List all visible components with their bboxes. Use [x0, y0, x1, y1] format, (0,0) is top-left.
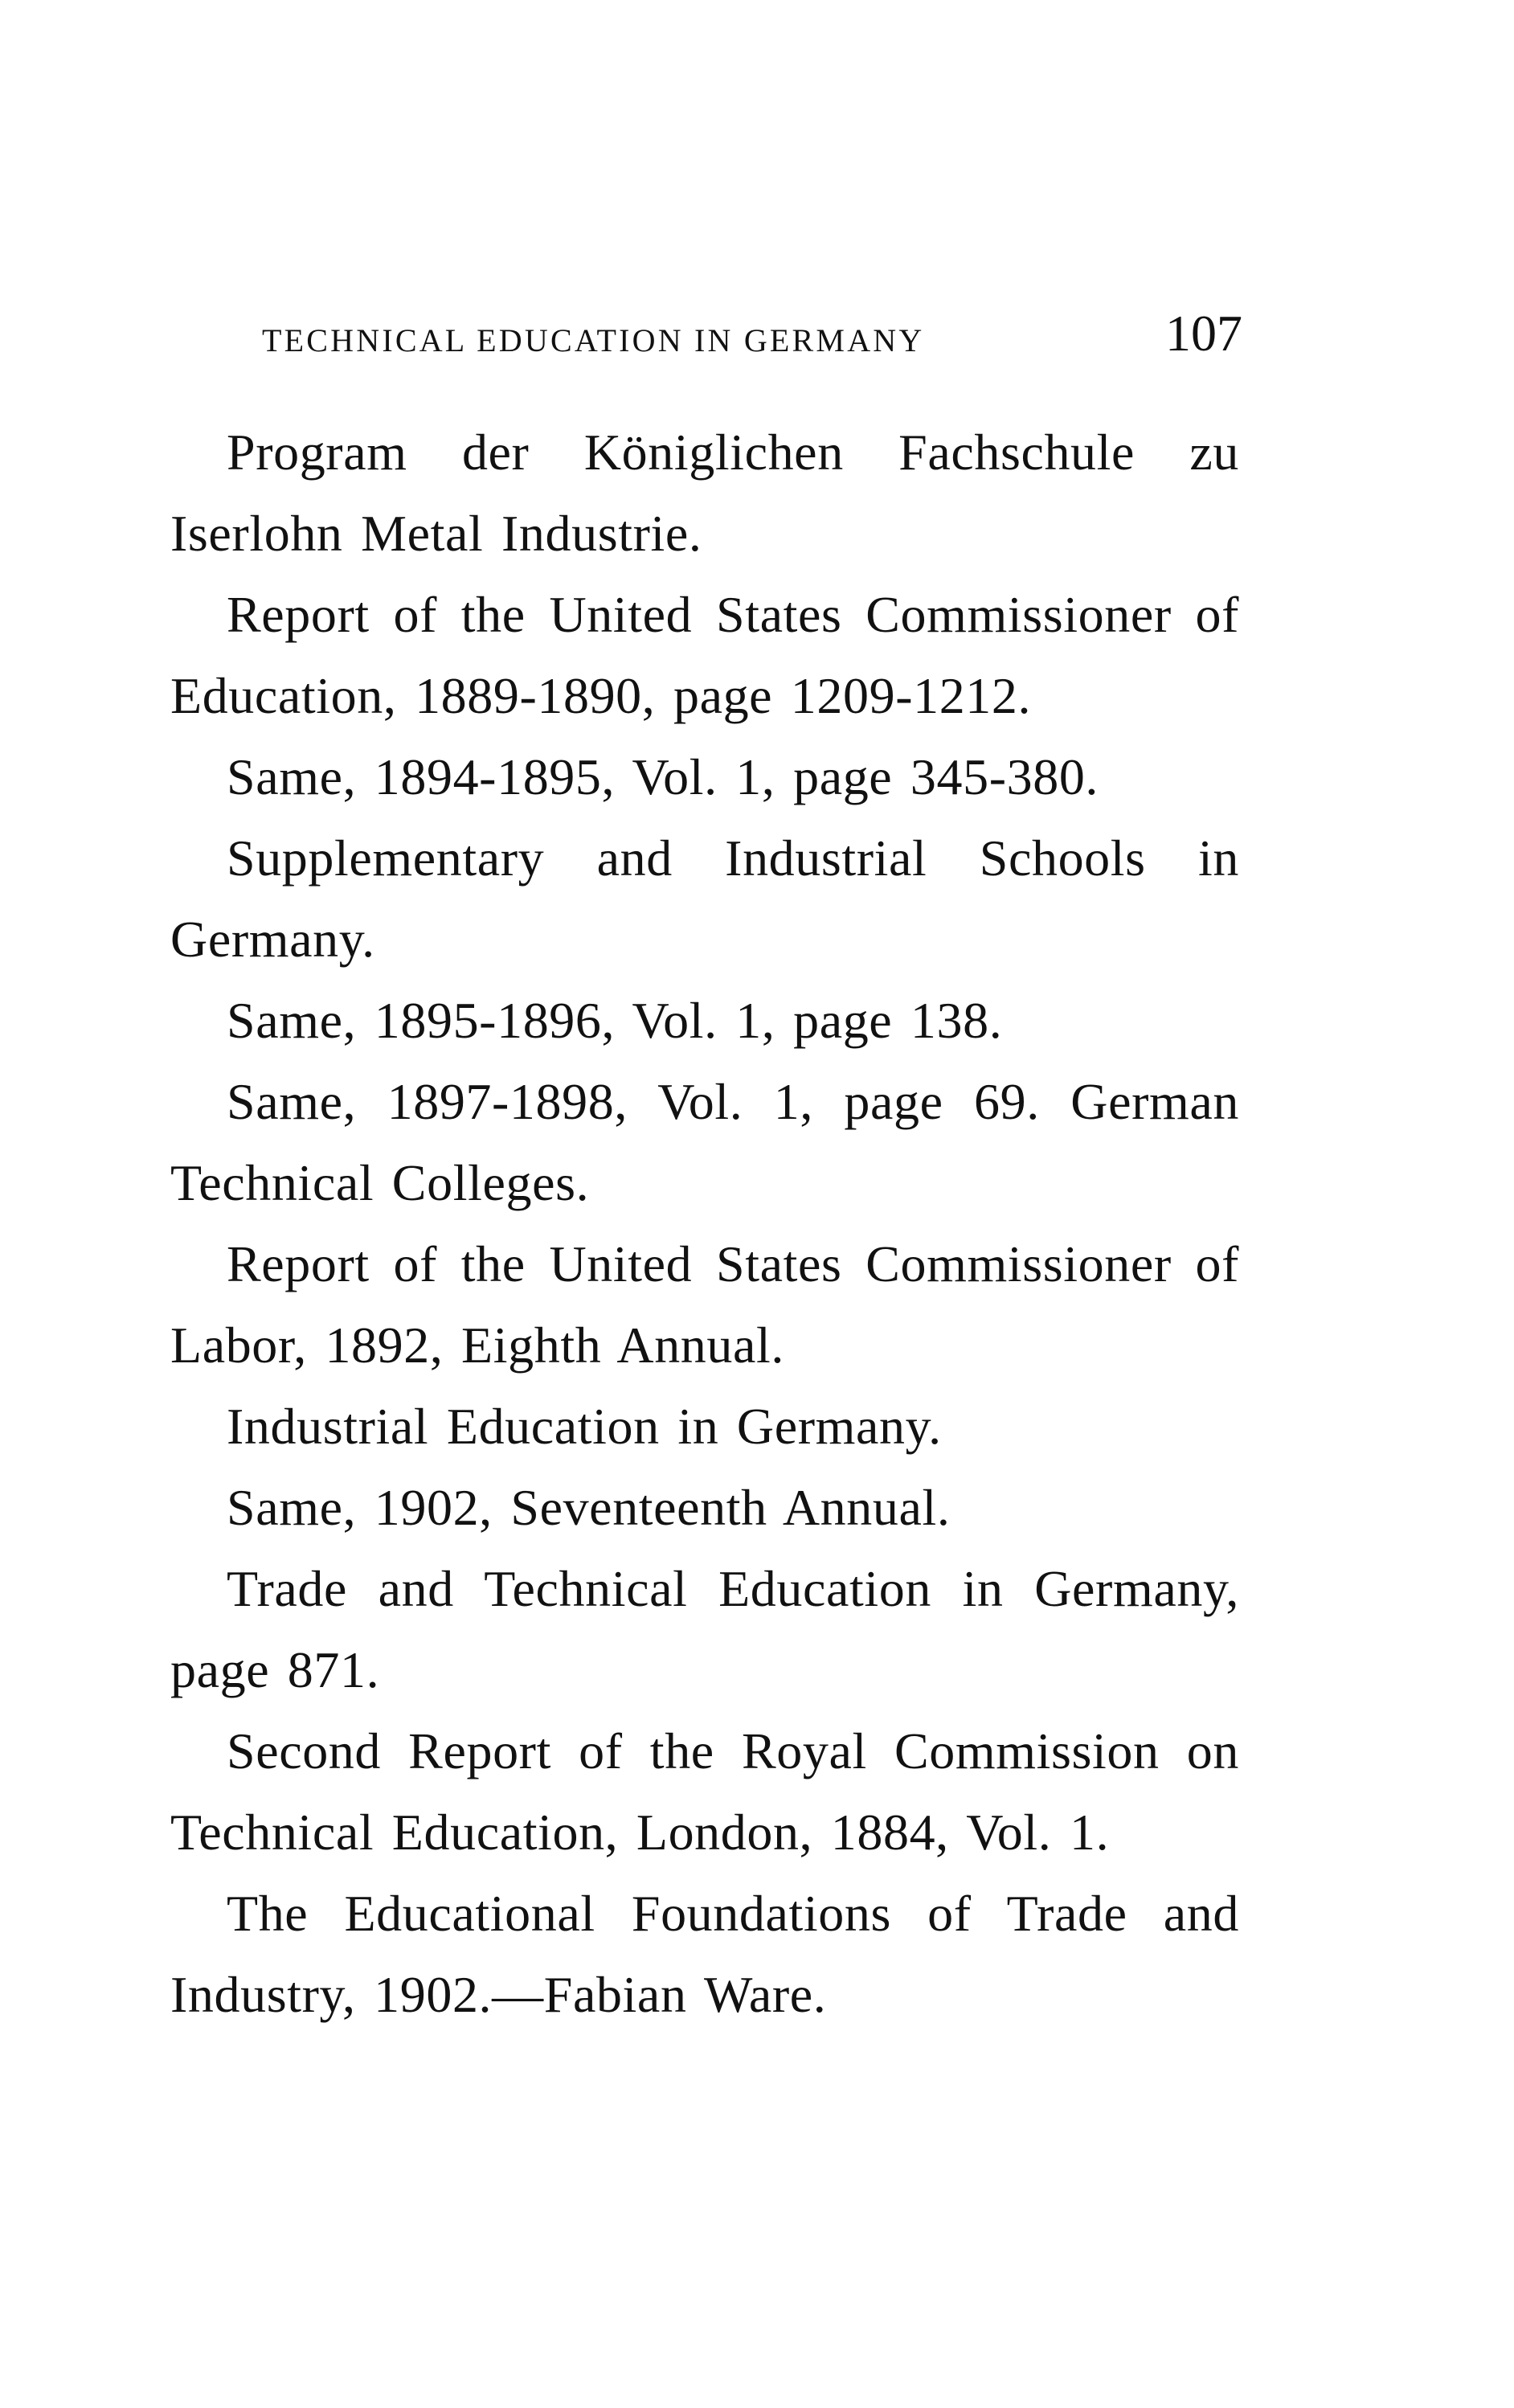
bibliography-entry: Report of the United States Commissioner of Education, 1889-1890, page 1209-1212. — [170, 586, 1239, 724]
bibliography-entry: Same, 1894-1895, Vol. 1, page 345-380. — [227, 748, 1099, 805]
bibliography-entry: Second Report of the Royal Commission on Technical Education, London, 1884, Vol. 1. — [170, 1722, 1239, 1861]
running-head — [262, 304, 1242, 360]
bibliography-entry: The Educational Foundations of Trade and Industry, 1902.—Fabian Ware. — [170, 1885, 1239, 2023]
bibliography-entry: Same, 1897-1898, Vol. 1, page 69. German Technical Colleges. — [170, 1073, 1239, 1211]
bibliography-entry: Same, 1902, Seventeenth Annual. — [227, 1479, 951, 1536]
bibliography-entry: Industrial Education in Germany. — [227, 1398, 942, 1455]
running-title: TECHNICAL EDUCATION IN GERMANY — [262, 322, 925, 358]
bibliography-entry: Same, 1895-1896, Vol. 1, page 138. — [227, 992, 1003, 1049]
bibliography-entry: Report of the United States Commissioner of Labor, 1892, Eighth Annual. — [170, 1235, 1239, 1374]
bibliography-list — [170, 412, 1239, 2035]
bibliography-entry: Trade and Technical Education in Germany, page 871. — [170, 1560, 1239, 1698]
page-number: 107 — [1165, 305, 1242, 362]
bibliography-entry: Supplementary and Industrial Schools in Germany. — [170, 829, 1239, 968]
bibliography-entry: Program der Königlichen Fachschule zu Iserlohn Metal Industrie. — [170, 424, 1239, 562]
